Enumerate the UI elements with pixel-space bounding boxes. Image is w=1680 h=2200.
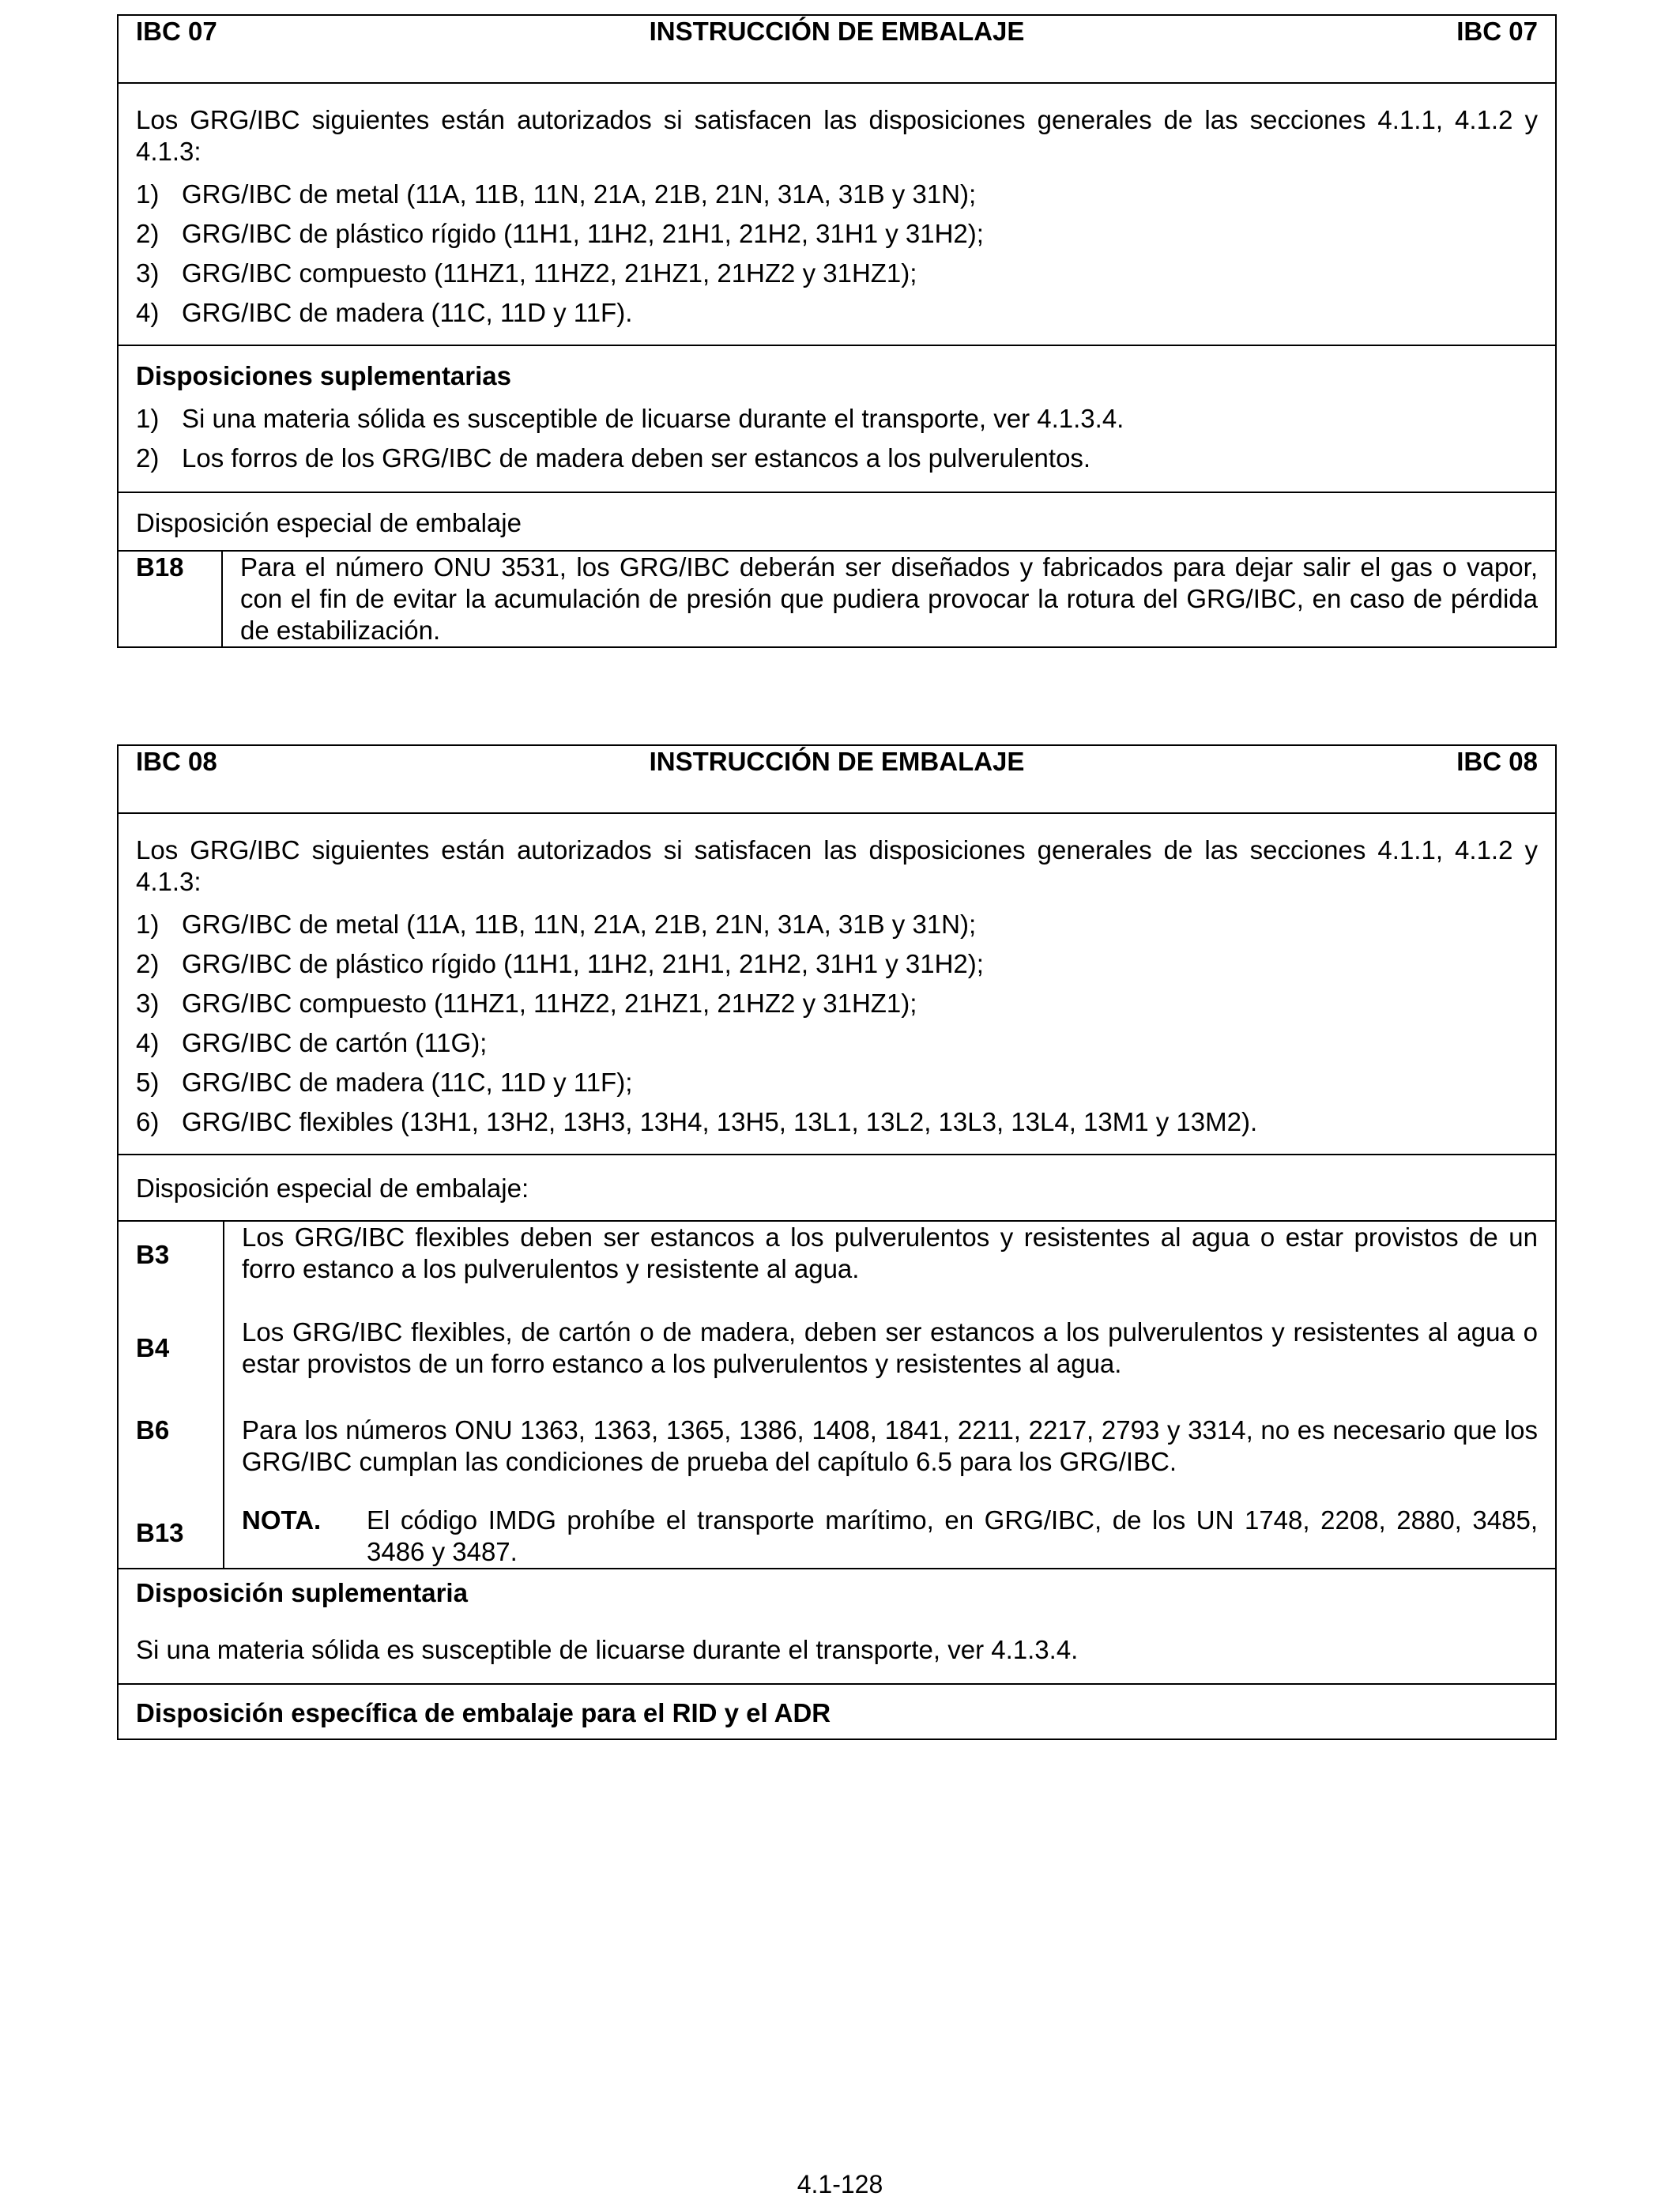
ibc08-supplementary-section xyxy=(118,1569,1556,1684)
ibc08-code-b6: B6 xyxy=(136,1415,170,1445)
ibc08-b6-text: Para los números ONU 1363, 1363, 1365, 1386, 1408, 1841, 2211, 2217, 2793 y 3314, no es necesario que los GRG/IBC cumplan las condiciones de prueba del capítulo 6.5 para los GRG/IBC. xyxy=(242,1415,1538,1476)
ibc08-code-b4: B4 xyxy=(136,1333,170,1362)
ibc08-supp-heading: Disposición suplementaria xyxy=(136,1578,468,1607)
ibc07-special-heading: Disposición especial de embalaje xyxy=(118,492,1556,551)
list-item: 3) GRG/IBC compuesto (11HZ1, 11HZ2, 21HZ1, 21HZ2 y 31HZ1); xyxy=(136,258,917,288)
ibc08-code-right: IBC 08 xyxy=(1456,747,1538,776)
page-number: 4.1-128 xyxy=(797,2170,883,2198)
ibc07-title: INSTRUCCIÓN DE EMBALAJE xyxy=(649,17,1025,46)
ibc07-special-code: B18 xyxy=(118,551,222,647)
ibc08-header xyxy=(118,745,1556,813)
ibc08-b4-text: Los GRG/IBC flexibles, de cartón o de madera, deben ser estancos a los pulverulentos y resistentes al agua o estar provistos de un forro estanco a los pulverulentos y resistentes al agua. xyxy=(242,1317,1538,1378)
list-item: 1) GRG/IBC de metal (11A, 11B, 11N, 21A, 21B, 21N, 31A, 31B y 31N); xyxy=(136,179,977,209)
ibc08-special-texts xyxy=(224,1221,1556,1569)
ibc08-rid-adr-heading: Disposición específica de embalaje para el RID y el ADR xyxy=(118,1684,1556,1739)
list-item: 2) Los forros de los GRG/IBC de madera deben ser estancos a los pulverulentos. xyxy=(136,443,1091,473)
ibc07-code-left: IBC 07 xyxy=(136,17,217,46)
list-item: 1) GRG/IBC de metal (11A, 11B, 11N, 21A, 21B, 21N, 31A, 31B y 31N); xyxy=(136,910,977,939)
ibc07-table xyxy=(117,14,1557,648)
ibc07-intro: Los GRG/IBC siguientes están autorizados si satisfacen las disposiciones generales de las secciones 4.1.1, 4.1.2 y 4.1.3: xyxy=(136,105,1538,166)
ibc08-table xyxy=(117,744,1557,1740)
ibc08-special-codes xyxy=(118,1221,224,1569)
list-item: 2) GRG/IBC de plástico rígido (11H1, 11H2, 21H1, 21H2, 31H1 y 31H2); xyxy=(136,219,984,248)
ibc08-nota-text: El código IMDG prohíbe el transporte marítimo, en GRG/IBC, de los UN 1748, 2208, 2880, 3485, 3486 y 3487. xyxy=(367,1505,1538,1566)
ibc08-code-left: IBC 08 xyxy=(136,747,217,776)
ibc07-ibc-list xyxy=(136,179,1538,329)
ibc07-supp-heading: Disposiciones suplementarias xyxy=(136,361,512,390)
ibc08-title: INSTRUCCIÓN DE EMBALAJE xyxy=(649,747,1025,776)
ibc08-code-b3: B3 xyxy=(136,1240,170,1269)
ibc08-intro: Los GRG/IBC siguientes están autorizados si satisfacen las disposiciones generales de las secciones 4.1.1, 4.1.2 y 4.1.3: xyxy=(136,835,1538,896)
list-item: 1) Si una materia sólida es susceptible de licuarse durante el transporte, ver 4.1.3.4. xyxy=(136,404,1124,433)
ibc07-supp-list xyxy=(136,403,1538,474)
list-item: 3) GRG/IBC compuesto (11HZ1, 11HZ2, 21HZ1, 21HZ2 y 31HZ1); xyxy=(136,989,917,1018)
list-item: 2) GRG/IBC de plástico rígido (11H1, 11H2, 21H1, 21H2, 31H1 y 31H2); xyxy=(136,949,984,978)
ibc08-nota-label: NOTA. xyxy=(242,1505,322,1535)
ibc08-authorized-section xyxy=(118,813,1556,1155)
ibc08-special-heading: Disposición especial de embalaje: xyxy=(118,1155,1556,1221)
ibc07-code-right: IBC 07 xyxy=(1456,17,1538,46)
ibc08-ibc-list xyxy=(136,909,1538,1138)
list-item: 5) GRG/IBC de madera (11C, 11D y 11F); xyxy=(136,1068,633,1097)
ibc08-b3-text: Los GRG/IBC flexibles deben ser estancos a los pulverulentos y resistentes al agua o estar provistos de un forro estanco a los pulverulentos y resistente al agua. xyxy=(242,1222,1538,1283)
list-item: 6) GRG/IBC flexibles (13H1, 13H2, 13H3, 13H4, 13H5, 13L1, 13L2, 13L3, 13L4, 13M1 y 13M2). xyxy=(136,1107,1258,1136)
ibc07-header xyxy=(118,15,1556,83)
ibc08-supp-text: Si una materia sólida es susceptible de licuarse durante el transporte, ver 4.1.3.4. xyxy=(136,1635,1079,1664)
list-item: 4) GRG/IBC de madera (11C, 11D y 11F). xyxy=(136,298,633,327)
ibc07-special-text: Para el número ONU 3531, los GRG/IBC deberán ser diseñados y fabricados para dejar salir el gas o vapor, con el fin de evitar la acumulación de presión que pudiera provocar la rotura del GRG/IBC, en caso de pérdida de estabilización. xyxy=(222,551,1556,647)
ibc08-nota xyxy=(242,1505,1538,1568)
ibc07-authorized-section xyxy=(118,83,1556,345)
ibc08-code-b13: B13 xyxy=(136,1518,184,1547)
list-item: 4) GRG/IBC de cartón (11G); xyxy=(136,1028,488,1057)
ibc07-supplementary-section xyxy=(118,345,1556,492)
